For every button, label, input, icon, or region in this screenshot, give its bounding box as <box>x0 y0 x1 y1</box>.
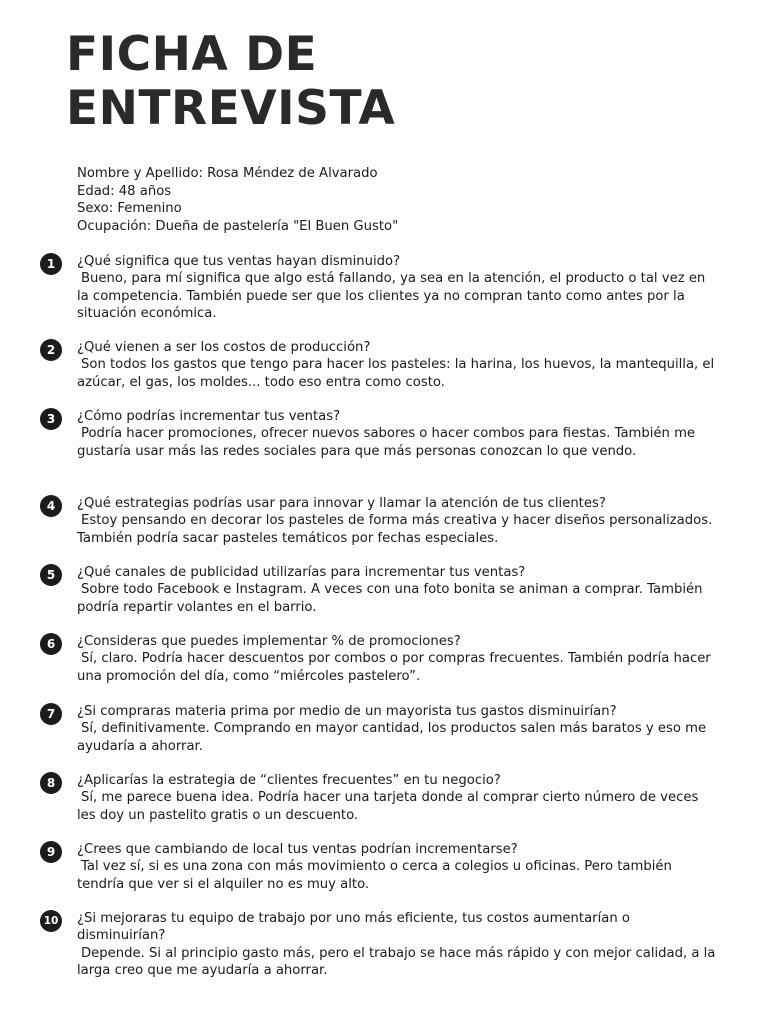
info-name: Nombre y Apellido: Rosa Méndez de Alvarado <box>77 166 378 181</box>
number-badge: 3 <box>40 408 62 430</box>
title-line-1: FICHA DE <box>66 27 318 82</box>
question-text: ¿Qué vienen a ser los costos de producción? <box>77 340 371 355</box>
answer-text: Sí, claro. Podría hacer descuentos por combos o por compras frecuentes. También podría hacer una promoción del día, como “miércoles pastelero”. <box>77 651 711 684</box>
number-badge: 1 <box>40 253 62 275</box>
answer-text: Sobre todo Facebook e Instagram. A veces con una foto bonita se animan a comprar. También podría repartir volantes en el barrio. <box>77 582 703 615</box>
number-badge: 9 <box>40 841 62 863</box>
number-badge: 4 <box>40 495 62 517</box>
number-badge: 10 <box>40 910 62 932</box>
question-item-10 <box>43 910 717 980</box>
number-badge: 8 <box>40 772 62 794</box>
info-occupation: Ocupación: Dueña de pastelería "El Buen Gusto" <box>77 218 399 234</box>
info-sex: Sexo: Femenino <box>77 201 182 216</box>
number-badge: 2 <box>40 339 62 361</box>
answer-text: Sí, definitivamente. Comprando en mayor cantidad, los productos salen más baratos y eso me ayudaría a ahorrar. <box>77 721 707 754</box>
question-item-1 <box>46 253 717 323</box>
answer-text: Bueno, para mí significa que algo está fallando, ya sea en la atención, el producto o tal vez en la competencia. También puede ser que los clientes ya no compran tanto como antes por la situación económica. <box>77 271 706 322</box>
number-badge: 7 <box>40 703 62 725</box>
question-item-4 <box>46 495 717 547</box>
interviewee-info <box>77 165 398 235</box>
question-item-8 <box>46 772 717 824</box>
answer-text: Son todos los gastos que tengo para hacer los pasteles: la harina, los huevos, la mantequilla, el azúcar, el gas, los moldes... todo eso entra como costo. <box>77 357 715 390</box>
answer-text: Depende. Si al principio gasto más, pero el trabajo se hace más rápido y con mejor calidad, a la larga creo que me ayudaría a ahorrar. <box>77 945 716 979</box>
title-line-2: ENTREVISTA <box>66 81 396 136</box>
answer-text: Podría hacer promociones, ofrecer nuevos sabores o hacer combos para fiestas. También me gustaría usar más las redes sociales para que más personas conozcan lo que vendo. <box>77 426 696 459</box>
question-item-6 <box>46 633 717 685</box>
question-text: ¿Crees que cambiando de local tus ventas podrían incrementarse? <box>77 842 518 857</box>
question-item-7 <box>46 703 717 755</box>
info-age: Edad: 48 años <box>77 183 172 199</box>
question-item-3 <box>46 408 717 460</box>
question-text: ¿Consideras que puedes implementar % de promociones? <box>77 634 461 649</box>
answer-text: Estoy pensando en decorar los pasteles de forma más creativa y hacer diseños personalizados. También podría sacar pasteles temáticos por fechas especiales. <box>77 513 713 546</box>
question-text: ¿Qué significa que tus ventas hayan disminuido? <box>77 254 401 269</box>
number-badge: 6 <box>40 633 62 655</box>
number-badge: 5 <box>40 564 62 586</box>
answer-text: Sí, me parece buena idea. Podría hacer una tarjeta donde al comprar cierto número de veces les doy un pastelito gratis o un descuento. <box>77 790 699 823</box>
question-text: ¿Si compraras materia prima por medio de un mayorista tus gastos disminuirían? <box>77 704 617 719</box>
question-text: ¿Si mejoraras tu equipo de trabajo por uno más eficiente, tus costos aumentarían o disminuirían? <box>77 911 630 944</box>
question-text: ¿Cómo podrías incrementar tus ventas? <box>77 409 341 424</box>
question-text: ¿Aplicarías la estrategia de “clientes frecuentes” en tu negocio? <box>77 773 501 788</box>
question-text: ¿Qué canales de publicidad utilizarías para incrementar tus ventas? <box>77 565 526 580</box>
question-item-5 <box>46 564 717 616</box>
question-item-2 <box>46 339 717 391</box>
answer-text: Tal vez sí, si es una zona con más movimiento o cerca a colegios u oficinas. Pero también tendría que ver si el alquiler no es muy alto. <box>77 859 672 892</box>
question-text: ¿Qué estrategias podrías usar para innovar y llamar la atención de tus clientes? <box>77 496 606 511</box>
question-item-9 <box>46 841 717 893</box>
page-title <box>66 28 395 136</box>
